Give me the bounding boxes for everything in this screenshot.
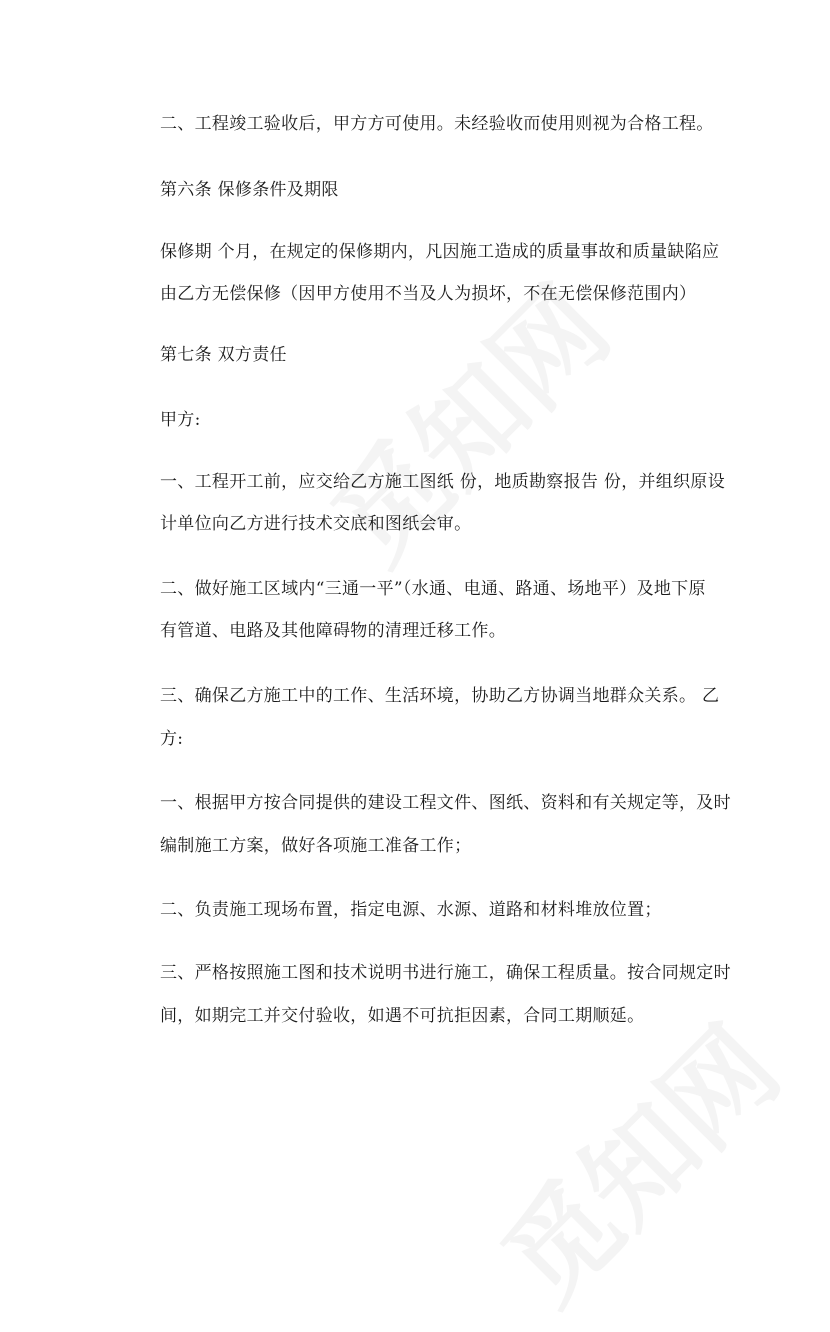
party-b-item-1-line-1: 一、根据甲方按合同提供的建设工程文件、图纸、资料和有关规定等，及时 (160, 793, 731, 813)
paragraph-acceptance: 二、工程竣工验收后，甲方方可使用。未经验收而使用则视为合格工程。 (160, 114, 714, 134)
warranty-paragraph-line-2: 由乙方无偿保修（因甲方使用不当及人为损坏，不在无偿保修范围内） (160, 284, 697, 304)
party-b-item-2: 二、负责施工现场布置，指定电源、水源、道路和材料堆放位置； (160, 900, 662, 920)
party-a-item-1-line-1: 一、工程开工前，应交给乙方施工图纸 份，地质勘察报告 份，并组织原设 (160, 472, 726, 492)
watermark (462, 986, 807, 1331)
party-b-item-3-line-2: 间，如期完工并交付验收，如遇不可抗拒因素，合同工期顺延。 (160, 1006, 645, 1026)
party-b-item-3-line-1: 三、严格按照施工图和技术说明书进行施工，确保工程质量。按合同规定时 (160, 963, 731, 983)
party-a-heading: 甲方: (160, 410, 201, 430)
article-6-heading: 第六条 保修条件及期限 (160, 180, 339, 200)
warranty-paragraph-line-1: 保修期 个月，在规定的保修期内，凡因施工造成的质量事故和质量缺陷应 (160, 242, 720, 262)
party-a-item-3-line-1: 三、确保乙方施工中的工作、生活环境，协助乙方协调当地群众关系。 乙 (160, 686, 720, 706)
party-a-item-2-line-1: 二、做好施工区域内“三通一平”（水通、电通、路通、场地平）及地下原 (160, 579, 706, 599)
party-b-heading: 方: (160, 729, 184, 749)
article-7-heading: 第七条 双方责任 (160, 345, 287, 365)
party-a-item-2-line-2: 有管道、电路及其他障碍物的清理迁移工作。 (160, 621, 506, 641)
party-a-item-1-line-2: 计单位向乙方进行技术交底和图纸会审。 (160, 514, 472, 534)
party-b-item-1-line-2: 编制施工方案，做好各项施工准备工作； (160, 836, 472, 856)
